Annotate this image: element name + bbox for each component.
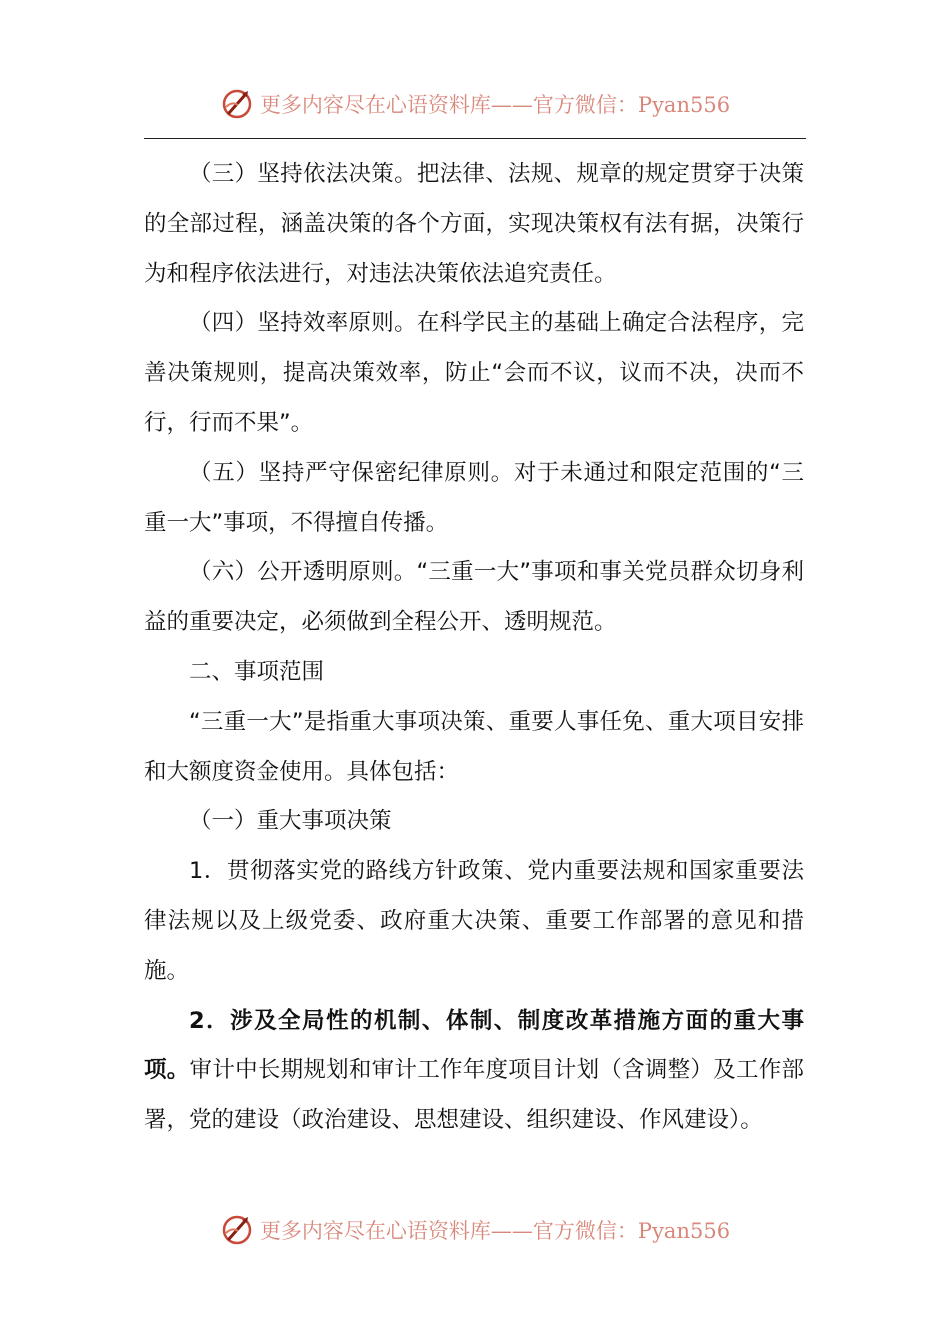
- header-watermark: [0, 84, 950, 124]
- footer-watermark: [0, 1210, 950, 1250]
- watermark-text: 更多内容尽在心语资料库——官方微信：Pyan556: [259, 1219, 731, 1243]
- section-heading: 二、事项范围: [189, 658, 325, 685]
- paragraph: [144, 997, 804, 1146]
- pen-logo-icon: [220, 1213, 254, 1247]
- pen-logo-icon: [220, 87, 254, 121]
- paragraph: （六）公开透明原则。“三重一大”事项和事关党员群众切身利益的重要决定，必须做到全程公开、透明规范。: [144, 559, 804, 636]
- paragraph: 1．贯彻落实党的路线方针政策、党内重要法规和国家重要法律法规以及上级党委、政府重大决策、重要工作部署的意见和措施。: [144, 858, 804, 984]
- header-divider: [144, 138, 806, 139]
- subsection-heading: （一）重大事项决策: [189, 808, 392, 835]
- bold-lead: 2．涉及全局性的机制、体制、制度改革措施方面的重大事项。: [144, 1007, 804, 1084]
- paragraph: （五）坚持严守保密纪律原则。对于未通过和限定范围的“三重一大”事项，不得擅自传播。: [144, 459, 804, 536]
- paragraph-text: 审计中长期规划和审计工作年度项目计划（含调整）及工作部署，党的建设（政治建设、思想建设、组织建设、作风建设）。: [144, 1057, 804, 1134]
- paragraph: “三重一大”是指重大事项决策、重要人事任免、重大项目安排和大额度资金使用。具体包括：: [144, 708, 804, 785]
- paragraph: （四）坚持效率原则。在科学民主的基础上确定合法程序，完善决策规则，提高决策效率，防止“会而不议，议而不决，决而不行，行而不果”。: [144, 310, 804, 436]
- document-body: [144, 150, 804, 1146]
- watermark-text: 更多内容尽在心语资料库——官方微信：Pyan556: [259, 93, 731, 117]
- paragraph: （三）坚持依法决策。把法律、法规、规章的规定贯穿于决策的全部过程，涵盖决策的各个方面，实现决策权有法有据，决策行为和程序依法进行，对违法决策依法追究责任。: [144, 161, 804, 287]
